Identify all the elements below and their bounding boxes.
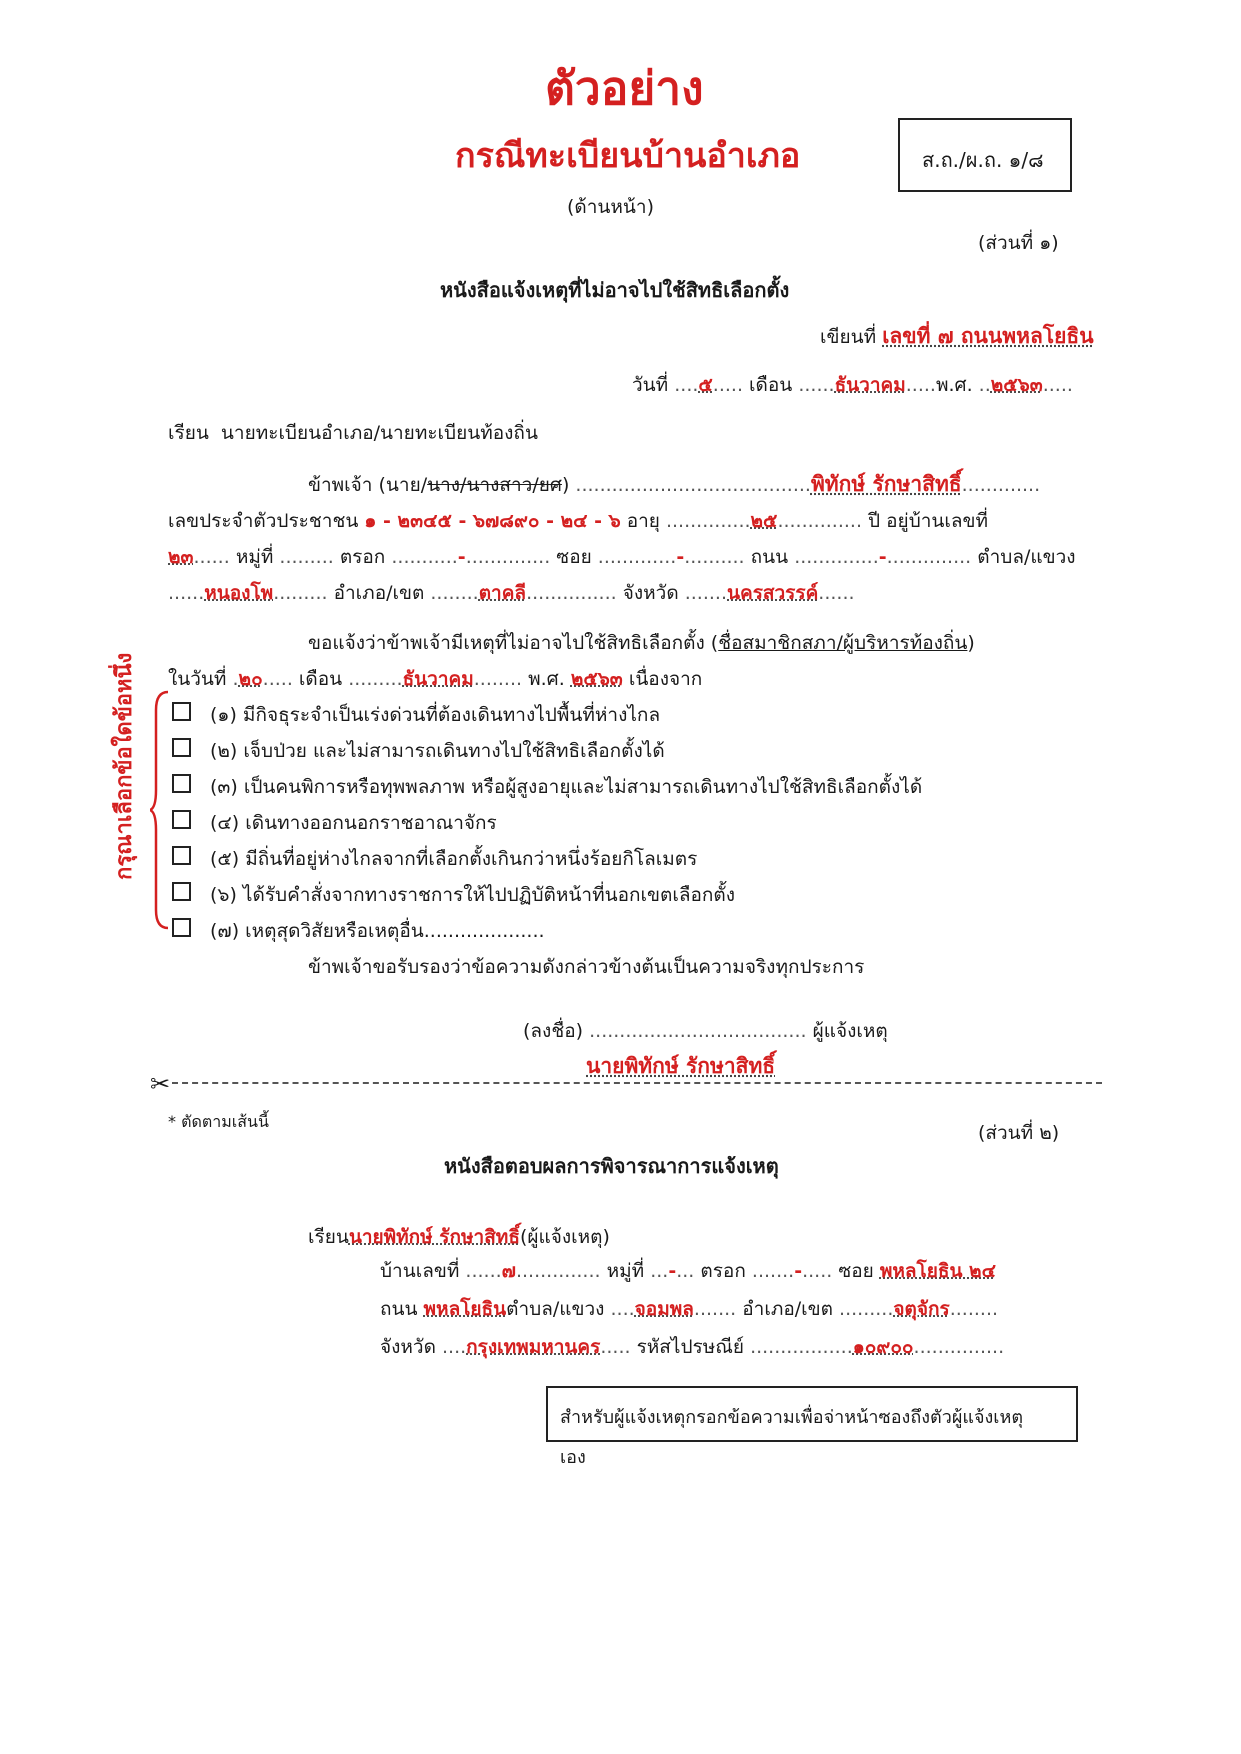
road-label: ถนน: [750, 546, 789, 568]
part2-to-suffix: (ผู้แจ้งเหตุ): [519, 1226, 610, 1248]
road-value[interactable]: -: [878, 546, 887, 568]
on-month-label: เดือน: [298, 668, 343, 690]
part2-postal-label: รหัสไปรษณีย์: [636, 1336, 745, 1358]
envelope-note-line1: สำหรับผู้แจ้งเหตุกรอกข้อความเพื่อจ่าหน้าซองถึงตัวผู้แจ้งเหตุ: [560, 1407, 1024, 1428]
part2-amphoe-value[interactable]: จตุจักร: [893, 1298, 950, 1320]
tambon-value[interactable]: หนองโพ: [204, 582, 274, 604]
written-at: [820, 320, 1094, 353]
age-label: อายุ: [626, 510, 660, 532]
reason-checkbox[interactable]: [172, 882, 191, 901]
reason-checkbox[interactable]: [172, 810, 191, 829]
part2-label: (ส่วนที่ ๒): [978, 1122, 1060, 1144]
select-one-side-label: กรุณาเลือกข้อใดข้อหนึ่ง: [112, 652, 137, 880]
part2-trok-value[interactable]: -: [794, 1260, 803, 1282]
soi-value[interactable]: -: [676, 546, 685, 568]
trok-value[interactable]: -: [457, 546, 466, 568]
reason-checkbox[interactable]: [172, 738, 191, 757]
month-label: เดือน: [749, 374, 793, 396]
part2-soi-label: ซอย: [838, 1260, 874, 1282]
part2-house-label: บ้านเลขที่: [380, 1260, 460, 1282]
name-value[interactable]: พิทักษ์ รักษาสิทธิ์: [810, 472, 962, 496]
reason-checkbox[interactable]: [172, 918, 191, 937]
on-year-label: พ.ศ.: [528, 668, 565, 690]
amphoe-value[interactable]: ตาคลี: [478, 582, 527, 604]
written-at-value[interactable]: เลขที่ ๗ ถนนพหลโยธิน: [882, 324, 1094, 348]
sample-title: ตัวอย่าง: [545, 61, 704, 115]
reason-checkbox[interactable]: [172, 774, 191, 793]
to-value: นายทะเบียนอำเภอ/นายทะเบียนท้องถิ่น: [220, 422, 538, 444]
tambon-label: ตำบล/แขวง: [977, 546, 1076, 568]
age-value[interactable]: ๒๕: [750, 510, 778, 532]
part2-moo-value[interactable]: -: [668, 1260, 677, 1282]
name-line: ข้าพเจ้า (นาย/นาง/นางสาว/ยศ) .......................................พิทักษ์ รักษาสิทธิ์.............: [308, 472, 1041, 496]
date-day[interactable]: ๕: [698, 374, 713, 396]
part2-house-value[interactable]: ๗: [501, 1260, 516, 1282]
on-year[interactable]: ๒๕๖๓: [570, 668, 623, 690]
reason-label: (๒) เจ็บป่วย และไม่สามารถเดินทางไปใช้สิทธิเลือกตั้งได้: [210, 740, 665, 762]
written-at-label: เขียนที่: [820, 326, 877, 348]
scissors-icon: ✂: [150, 1070, 171, 1098]
case-title: กรณีทะเบียนบ้านอำเภอ: [455, 136, 801, 176]
bracket-icon: [150, 690, 172, 930]
sign-role: ผู้แจ้งเหตุ: [812, 1020, 888, 1042]
notify-text-underlined: ชื่อสมาชิกสภา/ผู้บริหารท้องถิ่น: [718, 632, 968, 654]
province-label: จังหวัด: [622, 582, 679, 604]
notify-line: [308, 628, 975, 658]
sign-label: (ลงชื่อ): [523, 1020, 584, 1042]
sign-name[interactable]: นายพิทักษ์ รักษาสิทธิ์: [586, 1054, 776, 1078]
reason-label: (๖) ได้รับคำสั่งจากทางราชการให้ไปปฏิบัติหน้าที่นอกเขตเลือกตั้ง: [210, 884, 735, 906]
part2-soi-value[interactable]: พหลโยธิน ๒๔: [879, 1260, 996, 1282]
part2-postal-value[interactable]: ๑๐๙๐๐: [852, 1336, 914, 1358]
part2-address-line3: จังหวัด ....กรุงเทพมหานคร..... รหัสไปรษณีย์ .................๑๐๙๐๐...............: [380, 1336, 1005, 1358]
because-label: เนื่องจาก: [628, 668, 703, 690]
cut-note: * ตัดตามเส้นนี้: [168, 1112, 269, 1131]
part2-to-line: [308, 1222, 610, 1252]
on-date-label: ในวันที่: [168, 668, 227, 690]
part2-to-value[interactable]: นายพิทักษ์ รักษาสิทธิ์: [348, 1226, 520, 1248]
form-code: ส.ถ./ผ.ถ. ๑/๘: [922, 148, 1044, 172]
name-label-b: ): [561, 474, 570, 496]
address-line2: ......หนองโพ......... อำเภอ/เขต ........ตาคลี............... จังหวัด .......นครสวรรค์......: [168, 582, 855, 604]
name-label-a: ข้าพเจ้า (นาย/: [308, 474, 428, 496]
address-line1: ๒๓...... หมู่ที่ ......... ตรอก ...........-.............. ซอย .............-.......... ถนน ..............-.............. ตำบล/แขวง: [168, 546, 1076, 568]
to-line: [168, 418, 538, 448]
name-label-strike: นาง/นางสาว/ยศ: [427, 474, 562, 496]
part1-doc-title: หนังสือแจ้งเหตุที่ไม่อาจไปใช้สิทธิเลือกตั้ง: [440, 278, 790, 302]
year-label: พ.ศ.: [935, 374, 973, 396]
certify-text: ข้าพเจ้าขอรับรองว่าข้อความดังกล่าวข้างต้นเป็นความจริงทุกประการ: [308, 956, 865, 978]
on-day[interactable]: ๒๐: [238, 668, 263, 690]
envelope-note-box: [546, 1386, 1078, 1442]
id-value[interactable]: ๑ - ๒๓๔๕ - ๖๗๘๙๐ - ๒๔ - ๖: [364, 510, 621, 532]
moo-label: หมู่ที่: [235, 546, 274, 568]
to-label: เรียน: [168, 422, 209, 444]
soi-label: ซอย: [556, 546, 592, 568]
date-line: วันที่ ....๕..... เดือน ......ธันวาคม.....พ.ศ. ..๒๕๖๓.....: [632, 374, 1073, 396]
part2-moo-label: หมู่ที่: [606, 1260, 645, 1282]
notify-text-b: ): [967, 632, 975, 654]
house-no[interactable]: ๒๓: [168, 546, 194, 568]
part2-province-label: จังหวัด: [380, 1336, 436, 1358]
part2-tambon-value[interactable]: จอมพล: [634, 1298, 694, 1320]
reason-label: (๗) เหตุสุดวิสัยหรือเหตุอื่น....................: [210, 920, 545, 942]
amphoe-label: อำเภอ/เขต: [333, 582, 425, 604]
reason-label: (๑) มีกิจธุระจำเป็นเร่งด่วนที่ต้องเดินทางไปพื้นที่ห่างไกล: [210, 704, 661, 726]
reason-label: (๓) เป็นคนพิการหรือทุพพลภาพ หรือผู้สูงอายุและไม่สามารถเดินทางไปใช้สิทธิเลือกตั้งได้: [210, 776, 923, 798]
part2-province-value[interactable]: กรุงเทพมหานคร: [466, 1336, 601, 1358]
part2-to-label: เรียน: [308, 1226, 349, 1248]
date-label: วันที่: [632, 374, 669, 396]
date-year[interactable]: ๒๕๖๓: [990, 374, 1043, 396]
reason-label: (๕) มีถิ่นที่อยู่ห่างไกลจากที่เลือกตั้งเกินกว่าหนึ่งร้อยกิโลเมตร: [210, 848, 698, 870]
cut-line: [172, 1082, 1102, 1084]
part2-amphoe-label: อำเภอ/เขต: [742, 1298, 833, 1320]
part2-road-label: ถนน: [380, 1298, 418, 1320]
date-month[interactable]: ธันวาคม: [834, 374, 906, 396]
on-month[interactable]: ธันวาคม: [402, 668, 474, 690]
part1-label: (ส่วนที่ ๑): [978, 232, 1059, 254]
front-side-note: (ด้านหน้า): [567, 196, 655, 218]
province-value[interactable]: นครสวรรค์: [727, 582, 819, 604]
trok-label: ตรอก: [339, 546, 386, 568]
reason-label: (๔) เดินทางออกนอกราชอาณาจักร: [210, 812, 497, 834]
part2-road-value[interactable]: พหลโยธิน: [423, 1298, 507, 1320]
id-label: เลขประจำตัวประชาชน: [168, 510, 359, 532]
part2-doc-title: หนังสือตอบผลการพิจารณาการแจ้งเหตุ: [444, 1154, 779, 1178]
part2-address-line1: บ้านเลขที่ ......๗.............. หมู่ที่ ...-... ตรอก .......-..... ซอย พหลโยธิน ๒๔: [380, 1260, 996, 1282]
notify-text-a: ขอแจ้งว่าข้าพเจ้ามีเหตุที่ไม่อาจไปใช้สิทธิเลือกตั้ง (: [308, 632, 719, 654]
part2-tambon-label: ตำบล/แขวง: [506, 1298, 605, 1320]
form-code-box: [898, 118, 1072, 192]
id-line: เลขประจำตัวประชาชน ๑ - ๒๓๔๕ - ๖๗๘๙๐ - ๒๔ - ๖ อายุ ..............๒๕.............. ปี อยู่บ้านเลขที่: [168, 510, 989, 532]
envelope-note-line2: เอง: [560, 1447, 586, 1468]
part2-address-line2: ถนน พหลโยธินตำบล/แขวง ....จอมพล....... อำเภอ/เขต .........จตุจักร........: [380, 1298, 999, 1320]
reason-checkbox[interactable]: [172, 702, 191, 721]
years-label: ปี อยู่บ้านเลขที่: [868, 510, 989, 532]
signature-line: (ลงชื่อ) .................................... ผู้แจ้งเหตุ: [523, 1020, 888, 1042]
part2-trok-label: ตรอก: [700, 1260, 746, 1282]
on-date-line: ในวันที่ .๒๐..... เดือน .........ธันวาคม........ พ.ศ. ๒๕๖๓ เนื่องจาก: [168, 668, 703, 690]
reason-checkbox[interactable]: [172, 846, 191, 865]
